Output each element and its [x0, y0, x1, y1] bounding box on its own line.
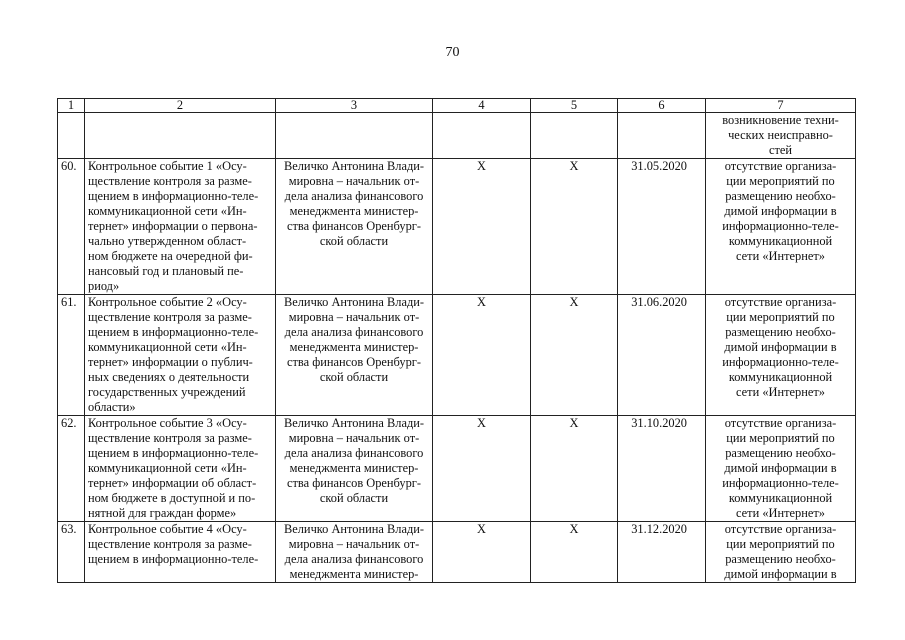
- column-5-value: X: [531, 295, 618, 416]
- column-5-value: X: [531, 416, 618, 522]
- column-5-value: X: [531, 522, 618, 583]
- event-description-line: коммуникационной сети «Ин-: [88, 461, 247, 475]
- responsible-person: [276, 522, 433, 583]
- responsible-person: [276, 113, 433, 159]
- risk-description-line: отсутствие организа-: [724, 295, 837, 309]
- responsible-person-line: менеджмента министер-: [289, 204, 419, 218]
- risk-description-line: димой информации в: [724, 567, 837, 581]
- deadline-date: 31.05.2020: [618, 159, 706, 295]
- header-cell: 4: [433, 99, 531, 113]
- responsible-person: [276, 159, 433, 295]
- responsible-person-line: мировна – начальник от-: [288, 537, 420, 551]
- table-header-row: [58, 99, 856, 113]
- responsible-person-line: ской области: [319, 370, 389, 384]
- risk-description: [706, 416, 856, 522]
- responsible-person-line: дела анализа финансового: [284, 446, 424, 460]
- risk-description-line: информационно-теле-: [722, 476, 839, 490]
- responsible-person-line: Величко Антонина Влади-: [283, 295, 425, 309]
- event-description-line: риод»: [88, 279, 120, 293]
- event-description-line: государственных учреждений: [88, 385, 246, 399]
- event-description-line: коммуникационной сети «Ин-: [88, 204, 247, 218]
- risk-description-line: сети «Интернет»: [736, 249, 825, 263]
- responsible-person-line: мировна – начальник от-: [288, 174, 420, 188]
- risk-description-line: стей: [768, 143, 793, 157]
- event-description-line: нятной для граждан форме»: [88, 506, 237, 520]
- row-number: [58, 113, 85, 159]
- responsible-person-line: Величко Антонина Влади-: [283, 159, 425, 173]
- deadline-date: 31.06.2020: [618, 295, 706, 416]
- responsible-person-line: Величко Антонина Влади-: [283, 522, 425, 536]
- risk-description-line: ции мероприятий по: [726, 310, 835, 324]
- risk-description-line: возникновение техни-: [722, 113, 839, 127]
- page-number: 70: [445, 45, 460, 60]
- risk-description-line: сети «Интернет»: [736, 506, 825, 520]
- event-description-line: ществление контроля за разме-: [88, 310, 252, 324]
- header-cell: 5: [531, 99, 618, 113]
- event-description-line: ном бюджете в доступной и по-: [88, 491, 256, 505]
- event-description-line: ном бюджете на очередной фи-: [88, 249, 253, 263]
- responsible-person-line: ства финансов Оренбург-: [287, 355, 421, 369]
- responsible-person-line: мировна – начальник от-: [288, 431, 420, 445]
- responsible-person-line: ства финансов Оренбург-: [287, 476, 421, 490]
- responsible-person-line: менеджмента министер-: [289, 340, 419, 354]
- responsible-person-line: ства финансов Оренбург-: [287, 219, 421, 233]
- event-description-line: области»: [88, 400, 136, 414]
- event-description-line: щением в информационно-теле-: [88, 189, 259, 203]
- deadline-date: 31.10.2020: [618, 416, 706, 522]
- risk-description: [706, 159, 856, 295]
- event-description-line: Контрольное событие 2 «Осу-: [88, 295, 247, 309]
- event-description: [85, 159, 276, 295]
- column-5-value: [531, 113, 618, 159]
- event-description-line: нансовый год и плановый пе-: [88, 264, 244, 278]
- risk-description-line: информационно-теле-: [722, 219, 839, 233]
- deadline-date: [618, 113, 706, 159]
- risk-description: [706, 113, 856, 159]
- risk-description-line: коммуникационной: [728, 491, 833, 505]
- risk-description-line: размещению необхо-: [725, 552, 836, 566]
- header-cell: 1: [58, 99, 85, 113]
- event-description-line: чально утвержденном област-: [88, 234, 247, 248]
- event-description-line: тернет» информации о публич-: [88, 355, 253, 369]
- table-row: [58, 522, 856, 583]
- risk-description: [706, 295, 856, 416]
- deadline-date: 31.12.2020: [618, 522, 706, 583]
- responsible-person: [276, 295, 433, 416]
- risk-description: [706, 522, 856, 583]
- event-description-line: Контрольное событие 1 «Осу-: [88, 159, 247, 173]
- event-description-line: Контрольное событие 4 «Осу-: [88, 522, 247, 536]
- responsible-person-line: мировна – начальник от-: [288, 310, 420, 324]
- risk-description-line: размещению необхо-: [725, 325, 836, 339]
- event-description-line: ществление контроля за разме-: [88, 537, 252, 551]
- column-4-value: X: [433, 295, 531, 416]
- column-4-value: [433, 113, 531, 159]
- column-4-value: X: [433, 416, 531, 522]
- responsible-person-line: дела анализа финансового: [284, 325, 424, 339]
- header-cell: 2: [85, 99, 276, 113]
- column-4-value: X: [433, 159, 531, 295]
- table-row: [58, 295, 856, 416]
- header-cell: 3: [276, 99, 433, 113]
- document-table: [57, 98, 856, 583]
- event-description-line: коммуникационной сети «Ин-: [88, 340, 247, 354]
- responsible-person-line: менеджмента министер-: [289, 567, 419, 581]
- header-cell: 7: [706, 99, 856, 113]
- responsible-person-line: Величко Антонина Влади-: [283, 416, 425, 430]
- event-description-line: ных сведениях о деятельности: [88, 370, 250, 384]
- event-description-line: Контрольное событие 3 «Осу-: [88, 416, 247, 430]
- risk-description-line: ции мероприятий по: [726, 431, 835, 445]
- table-row: [58, 416, 856, 522]
- event-description-line: тернет» информации о первона-: [88, 219, 258, 233]
- table-row: [58, 159, 856, 295]
- risk-description-line: ции мероприятий по: [726, 174, 835, 188]
- risk-description-line: ции мероприятий по: [726, 537, 835, 551]
- header-cell: 6: [618, 99, 706, 113]
- row-number: 61.: [58, 295, 85, 416]
- risk-description-line: димой информации в: [724, 340, 837, 354]
- event-description: [85, 295, 276, 416]
- risk-description-line: димой информации в: [724, 461, 837, 475]
- risk-description-line: коммуникационной: [728, 370, 833, 384]
- event-description-line: ществление контроля за разме-: [88, 174, 252, 188]
- event-description: [85, 416, 276, 522]
- event-description-line: щением в информационно-теле-: [88, 325, 259, 339]
- column-5-value: X: [531, 159, 618, 295]
- risk-description-line: отсутствие организа-: [724, 416, 837, 430]
- risk-description-line: коммуникационной: [728, 234, 833, 248]
- risk-description-line: размещению необхо-: [725, 446, 836, 460]
- risk-description-line: размещению необхо-: [725, 189, 836, 203]
- column-4-value: X: [433, 522, 531, 583]
- responsible-person: [276, 416, 433, 522]
- responsible-person-line: дела анализа финансового: [284, 552, 424, 566]
- event-description-line: щением в информационно-теле-: [88, 552, 259, 566]
- risk-description-line: отсутствие организа-: [724, 522, 837, 536]
- event-description: [85, 522, 276, 583]
- risk-description-line: ческих неисправно-: [728, 128, 833, 142]
- responsible-person-line: ской области: [319, 234, 389, 248]
- risk-description-line: сети «Интернет»: [736, 385, 825, 399]
- risk-description-line: отсутствие организа-: [724, 159, 837, 173]
- table-row: [58, 113, 856, 159]
- responsible-person-line: менеджмента министер-: [289, 461, 419, 475]
- risk-description-line: димой информации в: [724, 204, 837, 218]
- row-number: 63.: [58, 522, 85, 583]
- event-description-line: тернет» информации об област-: [88, 476, 257, 490]
- event-description: [85, 113, 276, 159]
- risk-description-line: информационно-теле-: [722, 355, 839, 369]
- event-description-line: щением в информационно-теле-: [88, 446, 259, 460]
- row-number: 62.: [58, 416, 85, 522]
- row-number: 60.: [58, 159, 85, 295]
- responsible-person-line: дела анализа финансового: [284, 189, 424, 203]
- responsible-person-line: ской области: [319, 491, 389, 505]
- event-description-line: ществление контроля за разме-: [88, 431, 252, 445]
